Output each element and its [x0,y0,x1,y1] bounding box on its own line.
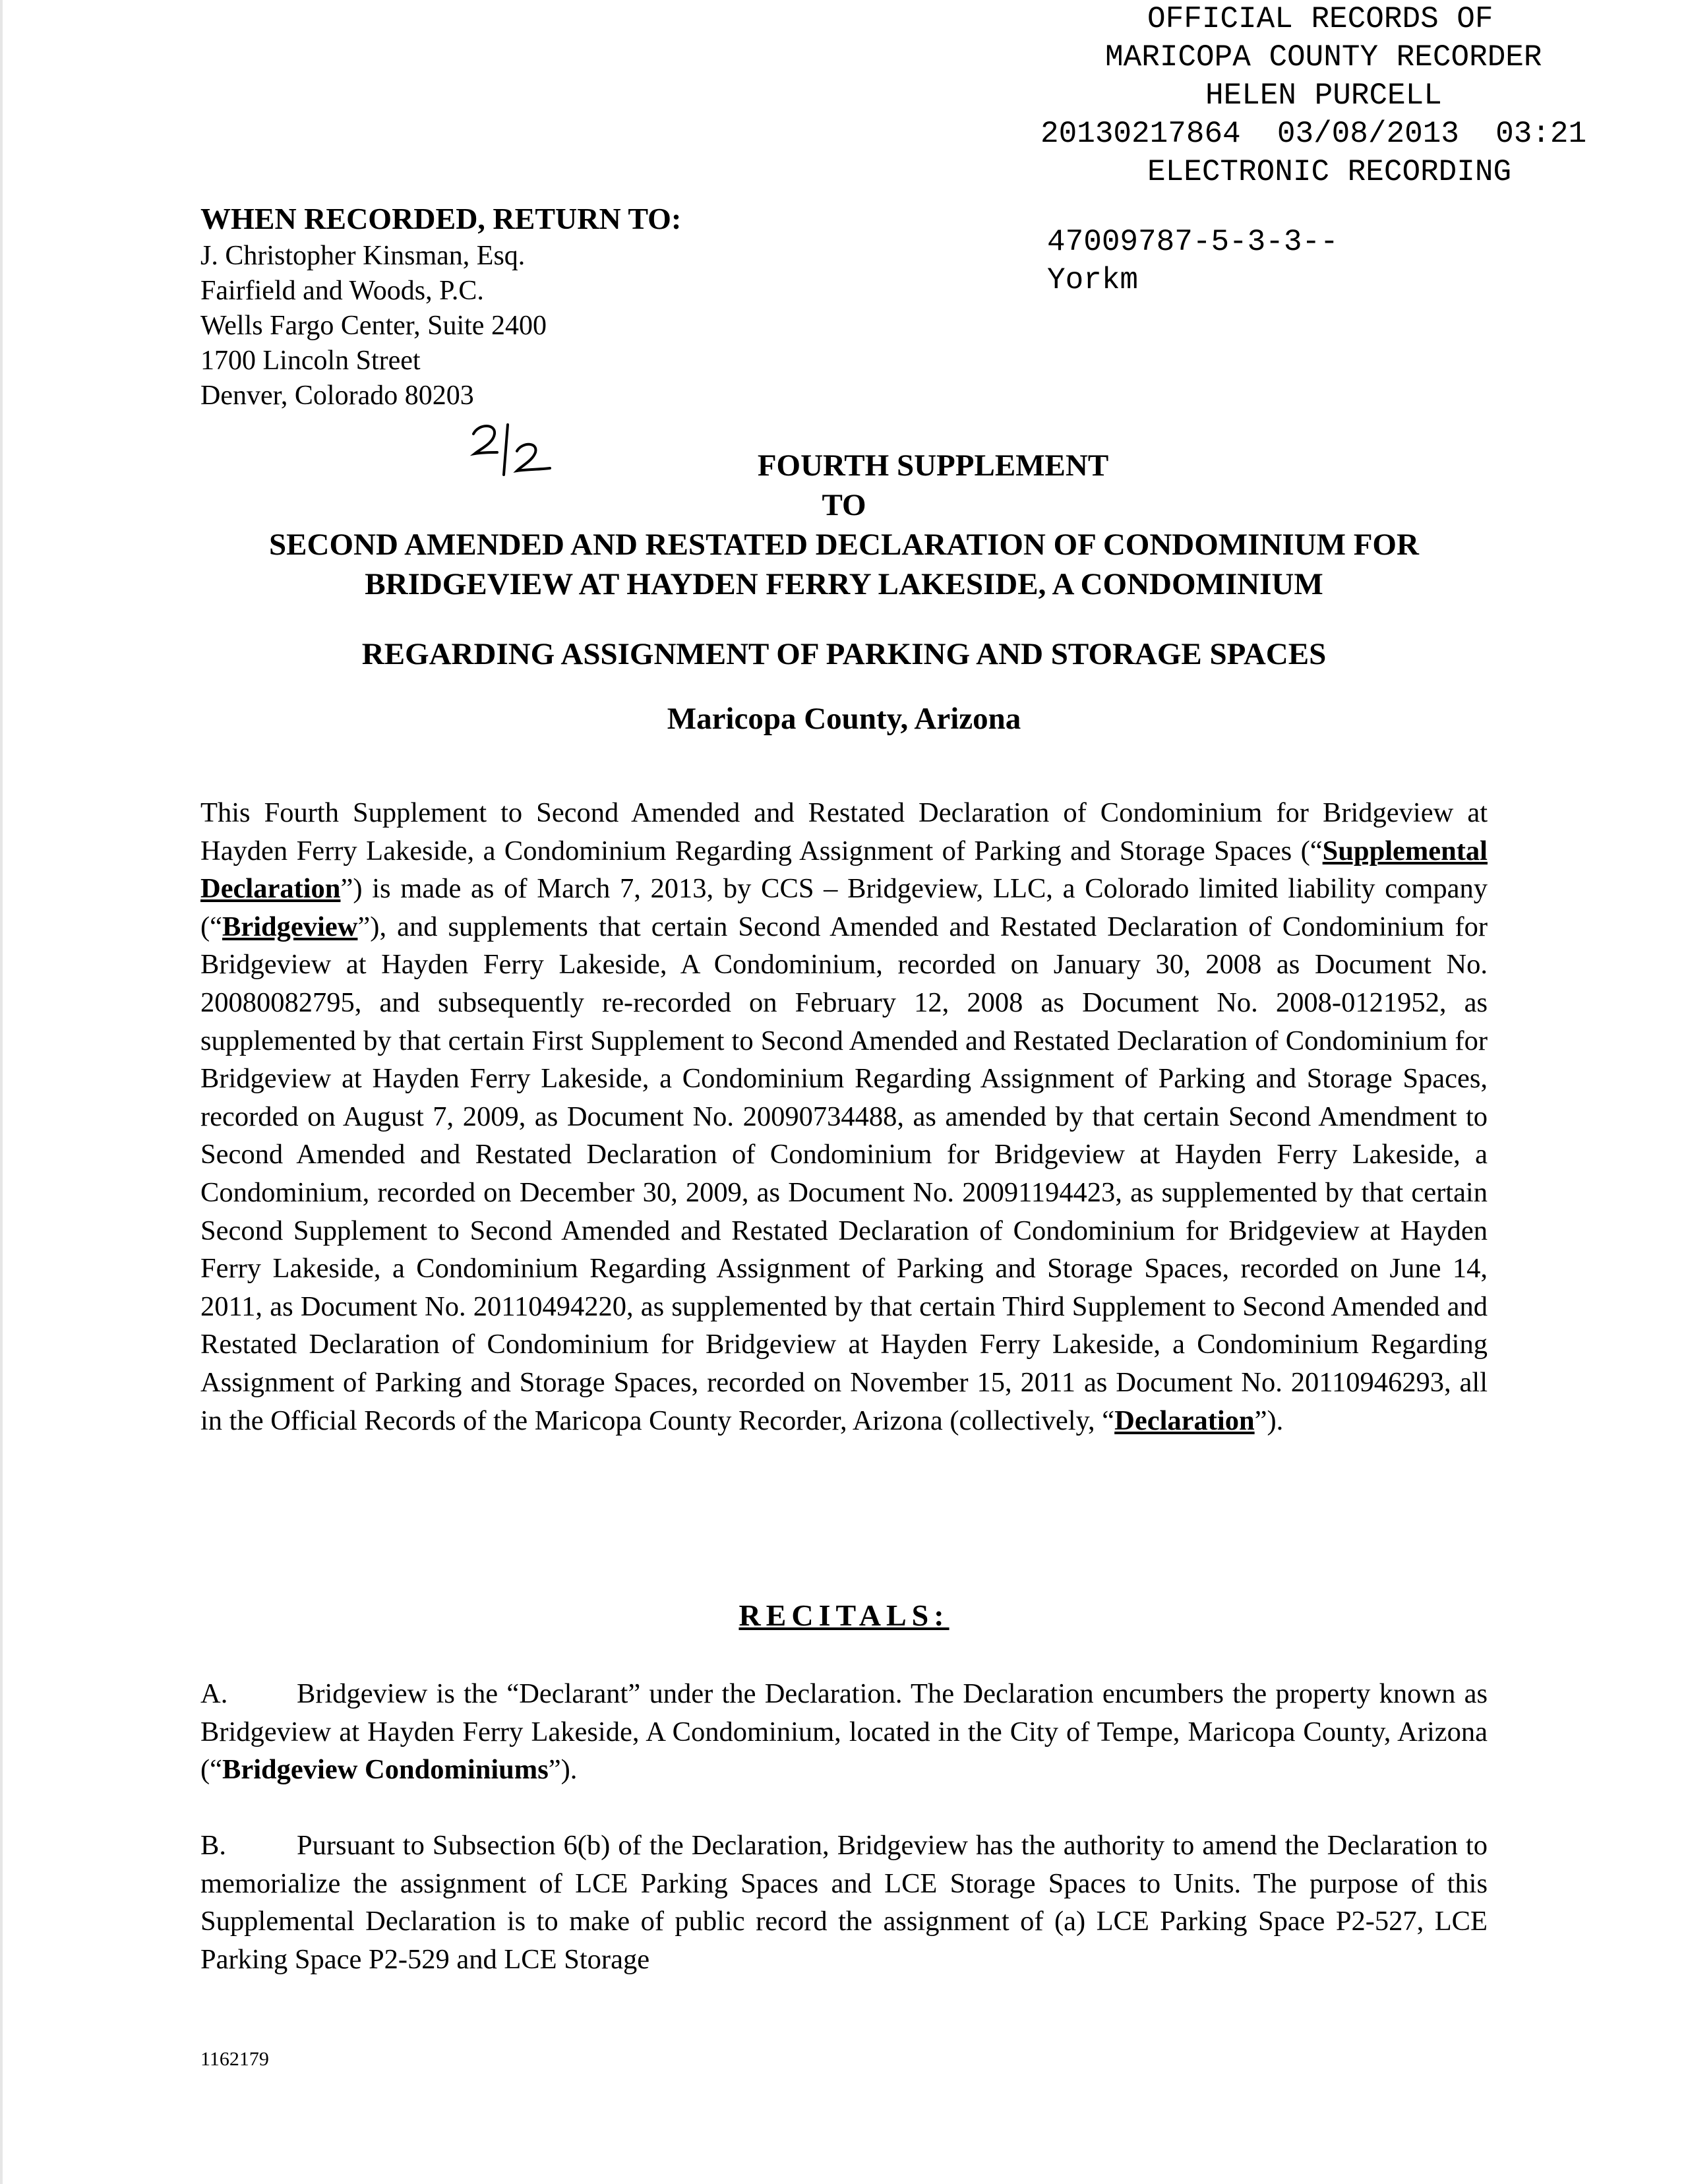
defined-term: Supplemental Declaration [200,835,1488,905]
recital-label: A. [200,1678,228,1709]
recording-reference [1047,223,1339,299]
document-title [198,446,1490,739]
return-to-block [200,199,992,413]
return-to-line: Denver, Colorado 80203 [200,380,474,411]
title-line-5: REGARDING ASSIGNMENT OF PARKING AND STORAGE SPACES [361,637,1327,671]
return-to-line: Fairfield and Woods, P.C. [200,276,484,306]
recitals-heading: RECITALS: [738,1598,950,1632]
title-line-4: BRIDGEVIEW AT HAYDEN FERRY LAKESIDE, A CONDOMINIUM [365,567,1323,601]
recital-a [200,1675,1488,1789]
recital-text: Pursuant to Subsection 6(b) of the Declaration, Bridgeview has the authority to amend the Declaration to memorialize the assignment of LCE Parking Spaces and LCE Storage Spaces to Units. The purpose of this Supplemental Declaration is to make of public record the assignment of (a) LCE Parking Space P2-527, LCE Parking Space P2-529 and LCE Storage [200,1830,1488,1975]
scan-edge [0,0,3,2184]
title-line-3: SECOND AMENDED AND RESTATED DECLARATION OF CONDOMINIUM FOR [269,528,1419,562]
footer-document-id: 1162179 [200,2048,269,2070]
defined-term: Bridgeview Condominiums [222,1754,549,1786]
intro-text: This Fourth Supplement to Second Amended and Restated Declaration of Condominium for Bridgeview at Hayden Ferry Lakeside, a Condominium Regarding Assignment of Parking and Storage Spaces (“ [200,797,1488,866]
stamp-line-1: OFFICIAL RECORDS OF [1147,2,1493,36]
return-to-line: Wells Fargo Center, Suite 2400 [200,311,547,341]
intro-text: ”) is made as of March 7, 2013, by CCS – Bridgeview, LLC, a Colorado limited liability company (“ [200,873,1488,942]
recital-b [200,1827,1488,1978]
reference-number: 47009787-5-3-3-- [1047,225,1339,259]
title-line-2: TO [822,488,866,522]
stamp-line-3: HELEN PURCELL [1205,78,1442,113]
intro-text: ”). [1254,1405,1284,1436]
defined-term: Bridgeview [222,911,358,942]
stamp-line-4: 20130217864 03/08/2013 03:21 [1040,117,1587,151]
return-to-heading: WHEN RECORDED, RETURN TO: [200,202,682,235]
return-to-line: J. Christopher Kinsman, Esq. [200,241,526,271]
title-line-6: Maricopa County, Arizona [667,702,1021,736]
stamp-line-2: MARICOPA COUNTY RECORDER [1105,40,1542,75]
recital-text: Bridgeview is the “Declarant” under the Declaration. The Declaration encumbers the property known as Bridgeview at Hayden Ferry Lakeside, A Condominium, located in the City of Tempe, Maricopa County, Arizona (“ [200,1678,1488,1786]
defined-term: Declaration [1114,1405,1255,1436]
intro-text: ”), and supplements that certain Second Amended and Restated Declaration of Condominium for Bridgeview at Hayden Ferry Lakeside, A Condominium, recorded on January 30, 2008 as Document No. 20080082795, and subsequently re-recorded on February 12, 2008 as Document No. 2008-0121952, as supplemented by that certain First Supplement to Second Amended and Restated Declaration of Condominium for Bridgeview at Hayden Ferry Lakeside, a Condominium Regarding Assignment of Parking and Storage Spaces, recorded on August 7, 2009, as Document No. 20090734488, as amended by that certain Second Amendment to Second Amended and Restated Declaration of Condominium for Bridgeview at Hayden Ferry Lakeside, a Condominium, recorded on December 30, 2009, as Document No. 20091194423, as supplemented by that certain Second Supplement to Second Amended and Restated Declaration of Condominium for Bridgeview at Hayden Ferry Lakeside, a Condominium Regarding Assignment of Parking and Storage Spaces, recorded on June 14, 2011, as Document No. 20110494220, as supplemented by that certain Third Supplement to Second Amended and Restated Declaration of Condominium for Bridgeview at Hayden Ferry Lakeside, a Condominium Regarding Assignment of Parking and Storage Spaces, recorded on November 15, 2011 as Document No. 20110946293, all in the Official Records of the Maricopa County Recorder, Arizona (collectively, “ [200,911,1488,1436]
return-to-line: 1700 Lincoln Street [200,346,421,376]
title-line-1: FOURTH SUPPLEMENT [757,448,1109,483]
recorder-stamp [1029,0,1675,191]
recording-user: Yorkm [1047,263,1139,297]
recital-text: ”). [548,1754,578,1786]
stamp-line-5: ELECTRONIC RECORDING [1147,155,1512,189]
intro-paragraph [200,794,1488,1440]
recital-label: B. [200,1830,226,1861]
